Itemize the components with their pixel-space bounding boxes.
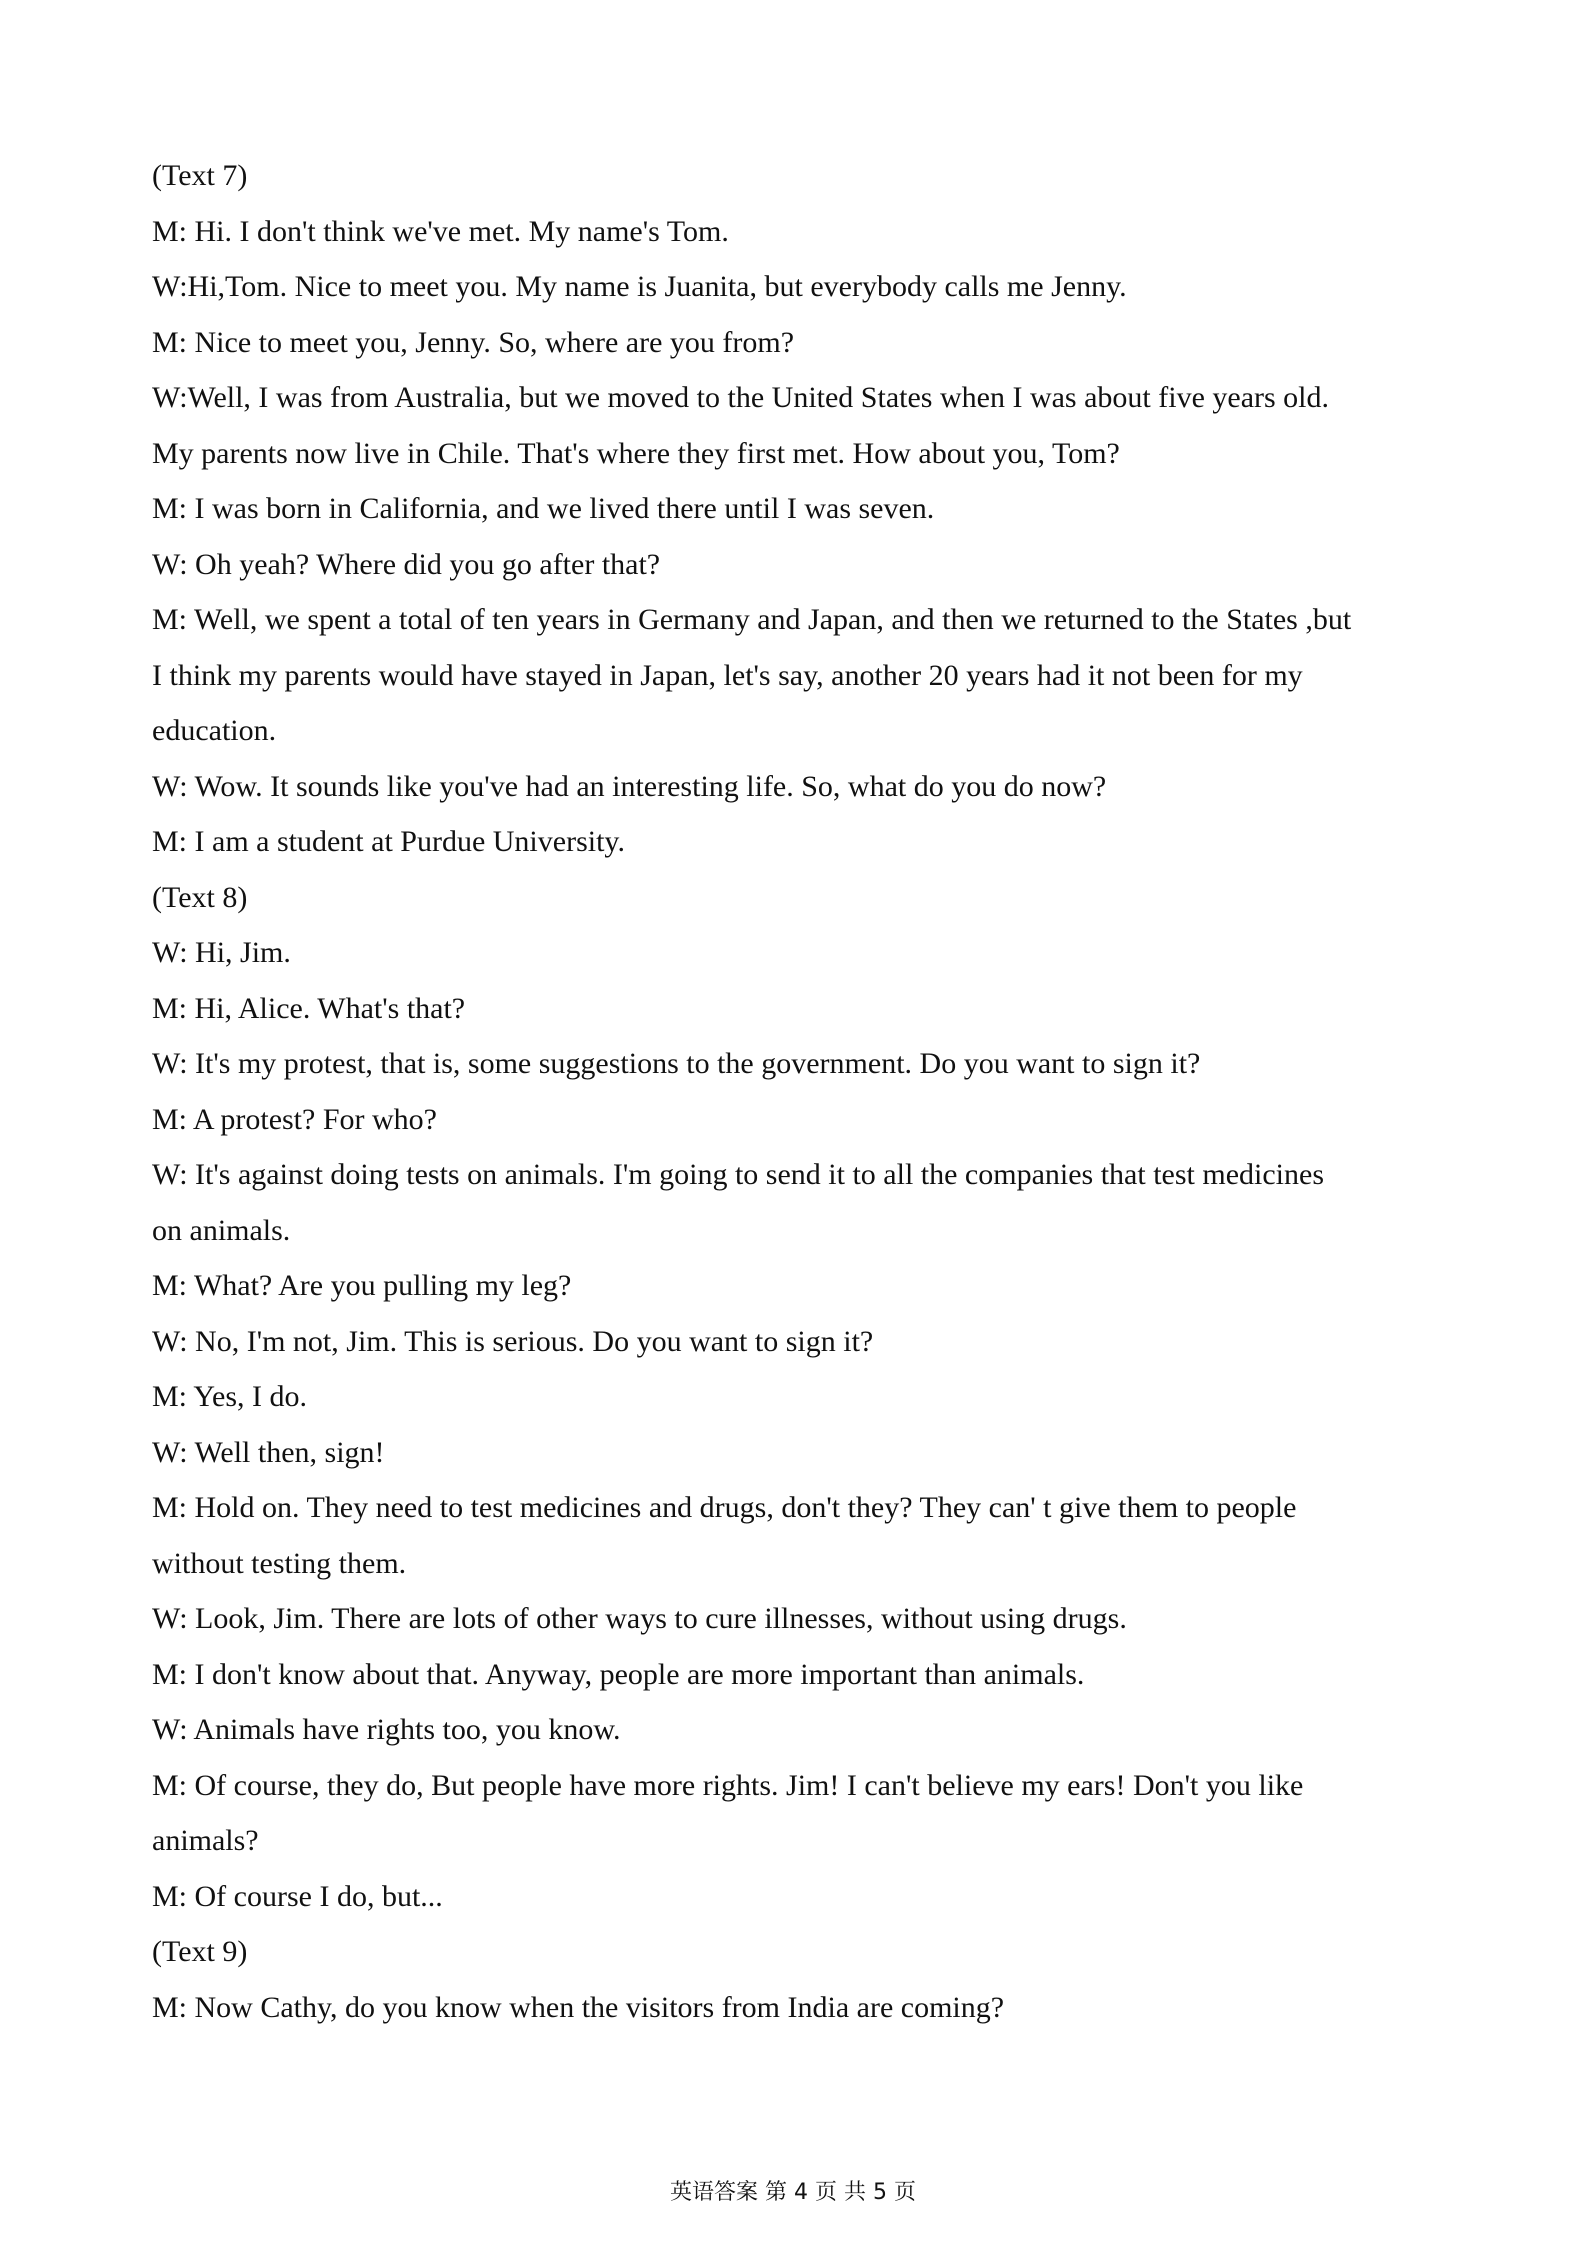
transcript-line: M: I am a student at Purdue University. [152, 825, 625, 858]
transcript-line: M: Of course I do, but... [152, 1879, 443, 1913]
transcript-line: M: Of course, they do, But people have more rights. Jim! I can't believe my ears! Don't you like [152, 1768, 1304, 1802]
transcript-line: M: Hi, Alice. What's that? [152, 991, 466, 1025]
transcript-line: W: No, I'm not, Jim. This is serious. Do you want to sign it? [152, 1324, 874, 1358]
transcript-line: M: Now Cathy, do you know when the visitors from India are coming? [152, 1990, 1005, 2024]
transcript-line: M: What? Are you pulling my leg? [152, 1269, 572, 1302]
transcript-line: (Text 9) [152, 1935, 248, 1968]
transcript-line: W: Hi, Jim. [152, 936, 291, 969]
transcript-line: M: Hi. I don't think we've met. My name's Tom. [152, 214, 729, 248]
transcript-line: animals? [152, 1824, 259, 1857]
transcript-line: M: I was born in California, and we lived there until I was seven. [152, 492, 935, 525]
page-footer: 英语答案 第 4 页 共 5 页 [670, 2180, 916, 2205]
transcript-line: W: Well then, sign! [152, 1435, 385, 1469]
transcript-line: M: I don't know about that. Anyway, people are more important than animals. [152, 1657, 1085, 1691]
transcript-line: education. [152, 714, 277, 747]
transcript-line: M: A protest? For who? [152, 1102, 437, 1136]
transcript-line: My parents now live in Chile. That's where they first met. How about you, Tom? [152, 436, 1120, 470]
transcript-line: W: Animals have rights too, you know. [152, 1713, 621, 1746]
transcript-line: W: Wow. It sounds like you've had an interesting life. So, what do you do now? [152, 769, 1107, 803]
transcript-line: without testing them. [152, 1546, 407, 1580]
transcript-line: I think my parents would have stayed in Japan, let's say, another 20 years had it not been for my [152, 658, 1303, 692]
transcript-line: (Text 7) [152, 159, 248, 192]
transcript-line: on animals. [152, 1213, 291, 1247]
transcript-line: M: Hold on. They need to test medicines and drugs, don't they? They can' t give them to people [152, 1491, 1297, 1524]
transcript-line: (Text 8) [152, 880, 248, 914]
transcript-line: W:Well, I was from Australia, but we moved to the United States when I was about five years old. [152, 381, 1330, 414]
transcript-body [152, 148, 1452, 2035]
transcript-line: M: Yes, I do. [152, 1380, 308, 1413]
transcript-line: W: Look, Jim. There are lots of other ways to cure illnesses, without using drugs. [152, 1602, 1127, 1635]
transcript-line: M: Well, we spent a total of ten years in Germany and Japan, and then we returned to the States ,but [152, 603, 1352, 636]
transcript-line: W: It's my protest, that is, some suggestions to the government. Do you want to sign it? [152, 1047, 1201, 1080]
transcript-line: W: Oh yeah? Where did you go after that? [152, 547, 661, 581]
transcript-line: M: Nice to meet you, Jenny. So, where are you from? [152, 325, 795, 359]
transcript-line: W: It's against doing tests on animals. I'm going to send it to all the companies that test medicines [152, 1158, 1324, 1191]
transcript-line: W:Hi,Tom. Nice to meet you. My name is Juanita, but everybody calls me Jenny. [152, 270, 1127, 303]
